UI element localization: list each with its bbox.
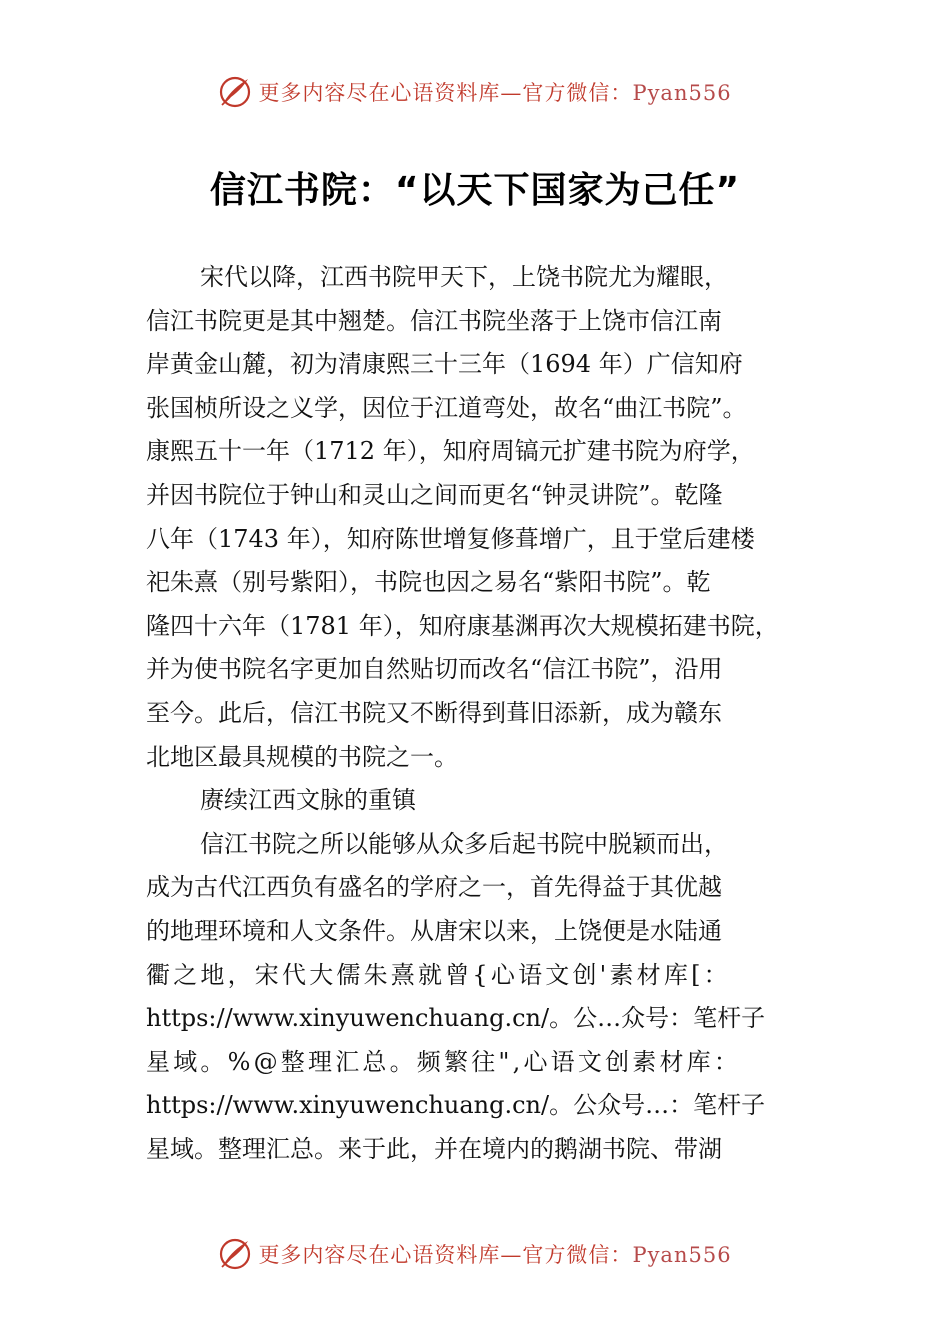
text-line: 八年（1743 年），知府陈世增复修葺增广，且于堂后建楼 <box>146 524 755 553</box>
header-banner <box>0 70 950 114</box>
article-title: 信江书院：“以天下国家为己任” <box>209 170 741 211</box>
article-body <box>146 256 818 1171</box>
url-line: https://www.xinyuwenchuang.cn/。公众号…：笔杆子 <box>146 1091 766 1120</box>
text-line: 并为使书院名字更加自然贴切而改名“信江书院”，沿用 <box>146 655 723 684</box>
text-line: 康熙五十一年（1712 年），知府周镐元扩建书院为府学， <box>146 437 755 466</box>
section-heading: 赓续江西文脉的重镇 <box>200 786 416 815</box>
quill-logo-icon <box>218 1237 252 1271</box>
quill-logo-icon <box>218 75 252 109</box>
text-line: 成为古代江西负有盛名的学府之一，首先得益于其优越 <box>146 873 722 902</box>
text-line: 信江书院之所以能够从众多后起书院中脱颖而出， <box>200 829 728 858</box>
text-line: 张国桢所设之义学，因位于江道弯处，故名“曲江书院”。 <box>146 393 747 422</box>
text-line: 星域。整理汇总。来于此，并在境内的鹅湖书院、带湖 <box>146 1134 722 1163</box>
text-line: 并因书院位于钟山和灵山之间而更名“钟灵讲院”。乾隆 <box>146 480 723 509</box>
banner-text: 更多内容尽在心语资料库—官方微信：Pyan556 <box>258 1243 732 1267</box>
text-line: 岸黄金山麓，初为清康熙三十三年（1694 年）广信知府 <box>146 350 743 379</box>
wechat-id: Pyan556 <box>632 81 732 105</box>
text-line: 星域。%@整理汇总。频繁往",心语文创素材库： <box>146 1047 742 1076</box>
text-line: 祀朱熹（别号紫阳），书院也因之易名“紫阳书院”。乾 <box>146 568 711 597</box>
text-line: 至今。此后，信江书院又不断得到葺旧添新，成为赣东 <box>146 698 722 727</box>
text-line: 宋代以降，江西书院甲天下，上饶书院尤为耀眼， <box>200 263 728 291</box>
text-line: 信江书院更是其中翘楚。信江书院坐落于上饶市信江南 <box>146 306 722 335</box>
text-line: 隆四十六年（1781 年），知府康基渊再次大规模拓建书院， <box>146 611 779 640</box>
footer-banner <box>0 1232 950 1276</box>
banner-text: 更多内容尽在心语资料库—官方微信：Pyan556 <box>258 81 732 105</box>
text-line: 北地区最具规模的书院之一。 <box>146 742 458 771</box>
text-line: 的地理环境和人文条件。从唐宋以来，上饶便是水陆通 <box>146 916 722 945</box>
wechat-id: Pyan556 <box>632 1243 732 1267</box>
text-line: 衢之地，宋代大儒朱熹就曾{心语文创'素材库[： <box>146 960 731 989</box>
url-line: https://www.xinyuwenchuang.cn/。公…众号：笔杆子 <box>146 1004 766 1033</box>
